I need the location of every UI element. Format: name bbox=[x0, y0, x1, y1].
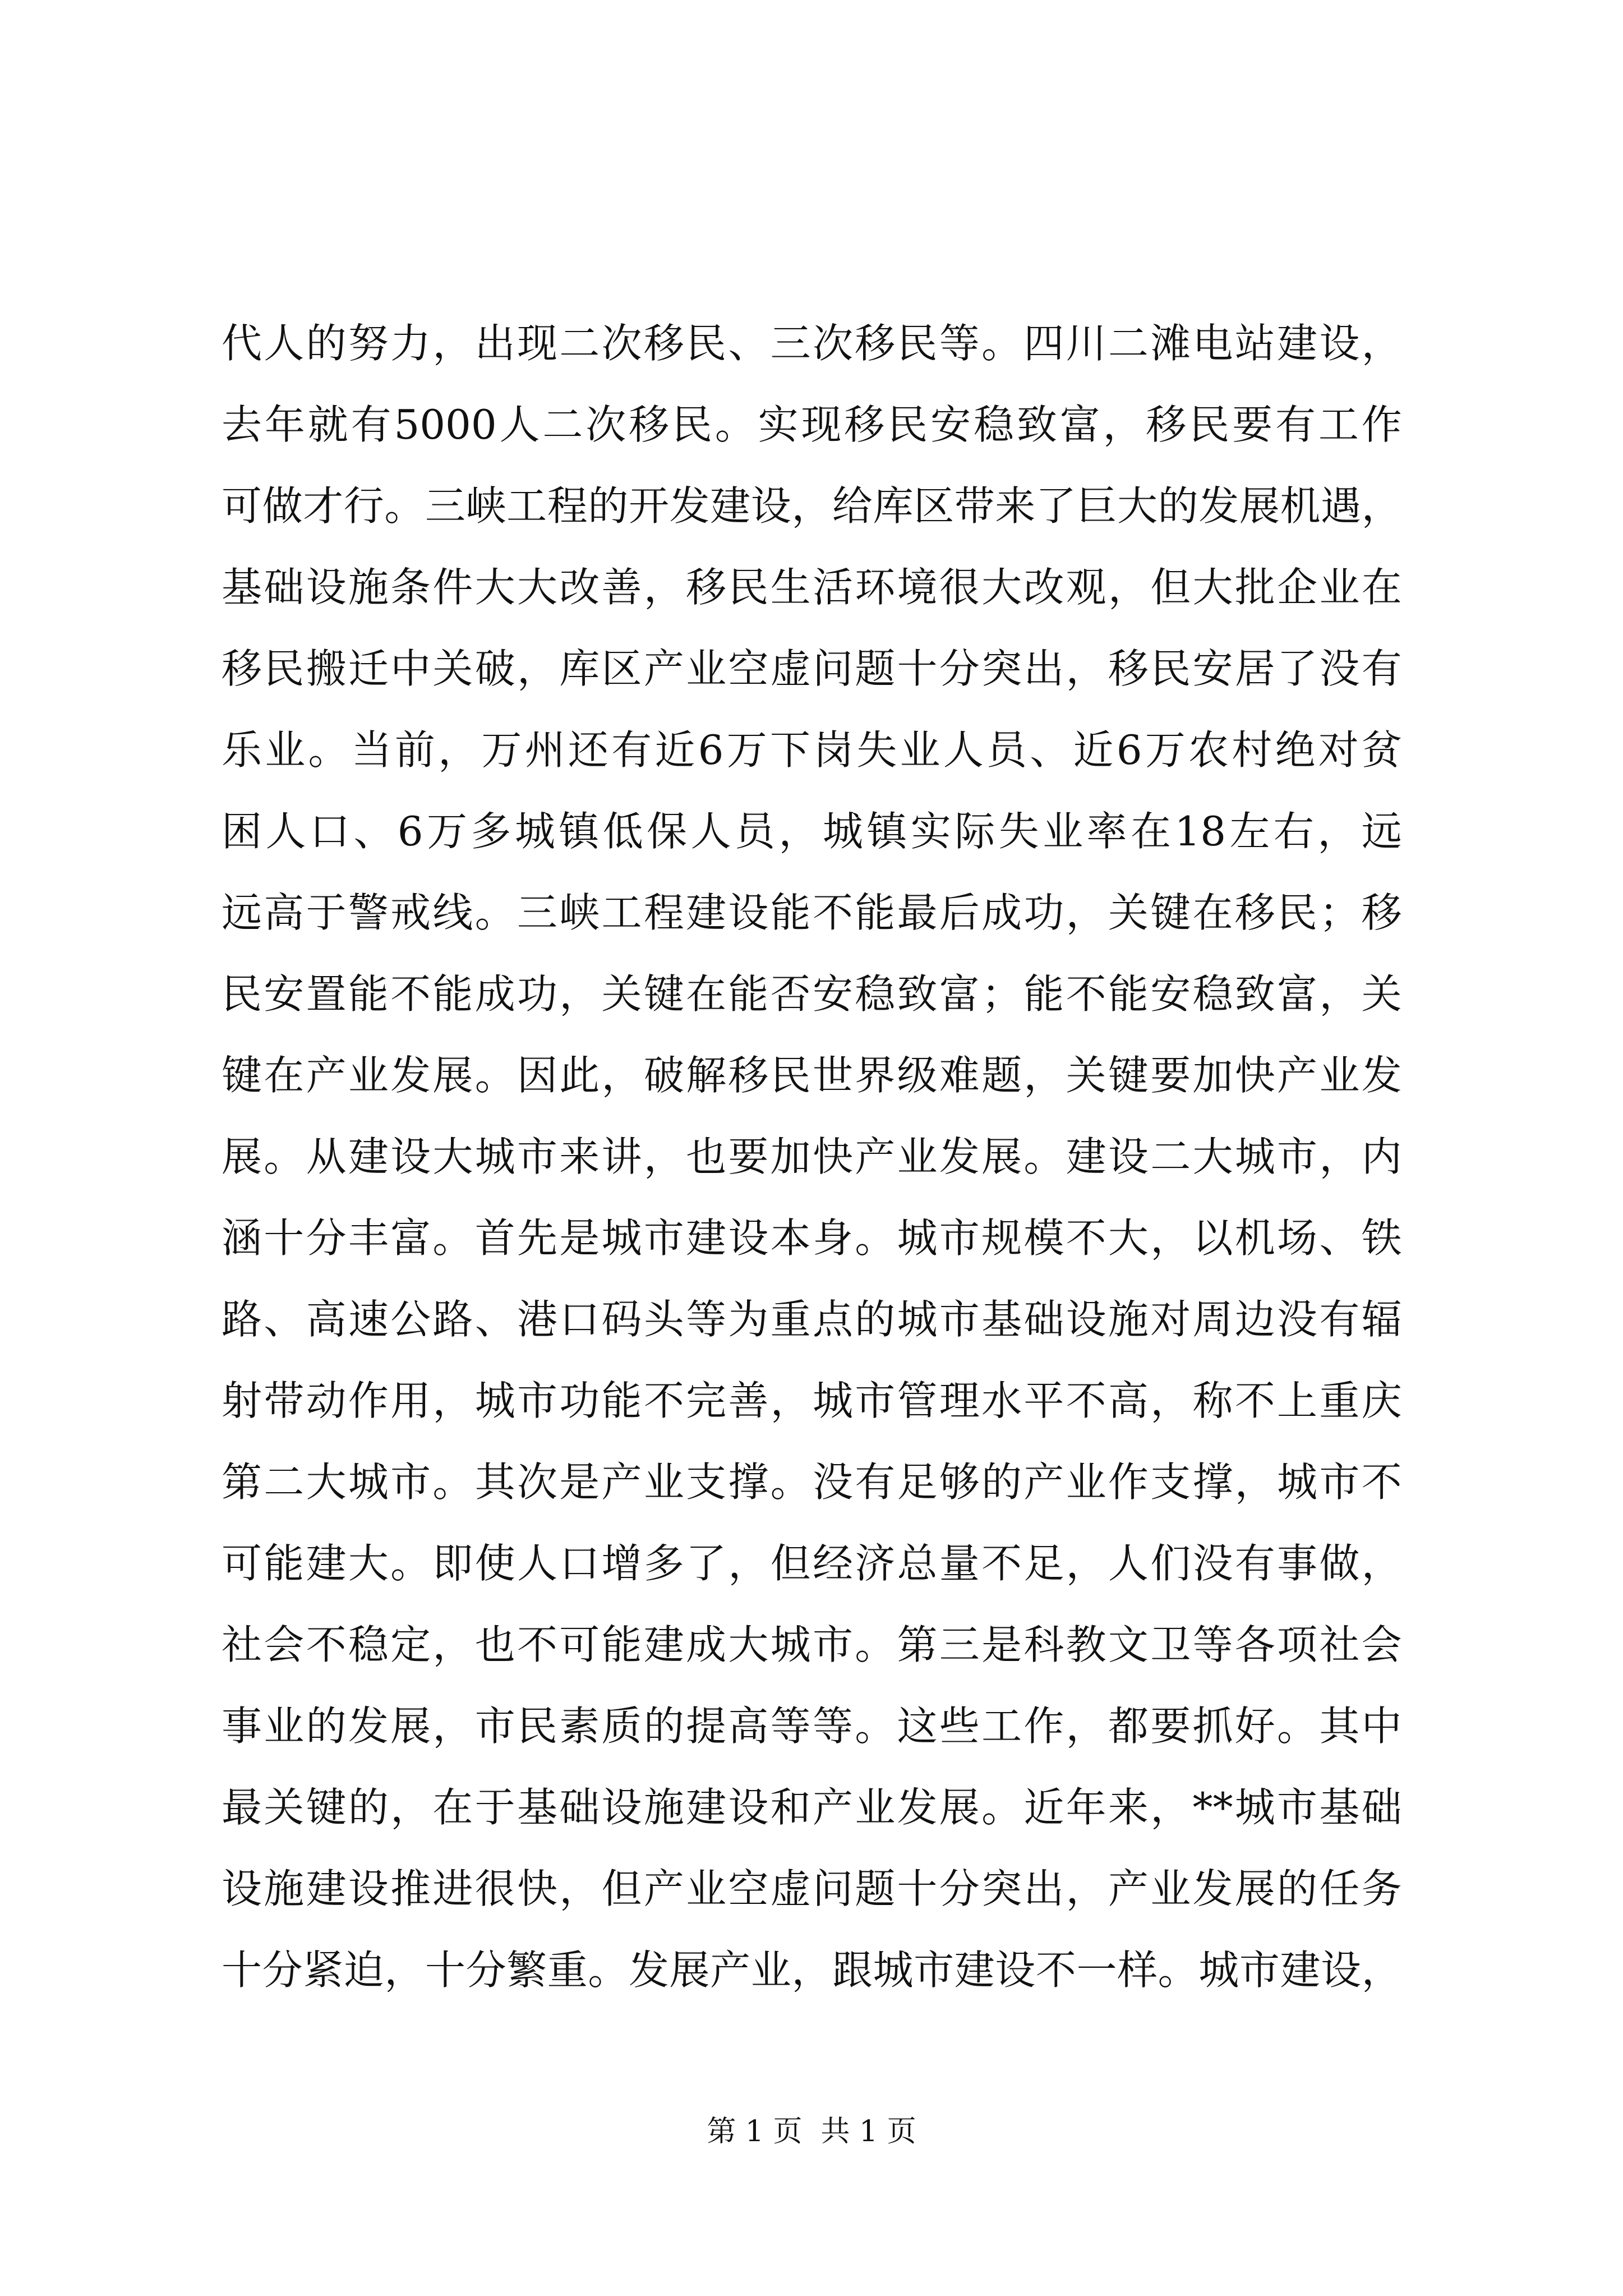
text-line: 基 础 设 施 条 件 大 大 改 善 ， 移 民 生 活 环 境 很 大 改 观 ， 但 大 批 企 业 在 bbox=[222, 564, 1402, 611]
body-text bbox=[222, 303, 1402, 2011]
text-line: 路 、 高 速 公 路 、 港 口 码 头 等 为 重 点 的 城 市 基 础 设 施 对 周 边 没 有 辐 bbox=[222, 1296, 1402, 1343]
text-line: 远 高 于 警 戒 线 。 三 峡 工 程 建 设 能 不 能 最 后 成 功 ， 关 键 在 移 民 ； 移 bbox=[222, 889, 1402, 936]
text-line: 键 在 产 业 发 展 。 因 此 ， 破 解 移 民 世 界 级 难 题 ， 关 键 要 加 快 产 业 发 bbox=[222, 1052, 1402, 1099]
text-line: 涵 十 分 丰 富 。 首 先 是 城 市 建 设 本 身 。 城 市 规 模 不 大 ， 以 机 场 、 铁 bbox=[222, 1214, 1402, 1262]
text-line: 事 业 的 发 展 ， 市 民 素 质 的 提 高 等 等 。 这 些 工 作 ， 都 要 抓 好 。 其 中 bbox=[222, 1703, 1402, 1750]
text-line: 社 会 不 稳 定 ， 也 不 可 能 建 成 大 城 市 。 第 三 是 科 教 文 卫 等 各 项 社 会 bbox=[222, 1621, 1402, 1668]
page-number-footer: 第 1 页 共 1 页 bbox=[707, 2115, 916, 2148]
text-line: 可 能 建 大 。 即 使 人 口 增 多 了 ， 但 经 济 总 量 不 足 ， 人 们 没 有 事 做 ， bbox=[222, 1540, 1402, 1587]
text-line: 射 带 动 作 用 ， 城 市 功 能 不 完 善 ， 城 市 管 理 水 平 不 高 ， 称 不 上 重 庆 bbox=[222, 1377, 1402, 1424]
text-line: 设 施 建 设 推 进 很 快 ， 但 产 业 空 虚 问 题 十 分 突 出 ， 产 业 发 展 的 任 务 bbox=[222, 1865, 1402, 1912]
text-line: 民 安 置 能 不 能 成 功 ， 关 键 在 能 否 安 稳 致 富 ； 能 不 能 安 稳 致 富 ， 关 bbox=[222, 970, 1402, 1018]
text-line: 可 做 才 行 。 三 峡 工 程 的 开 发 建 设 ， 给 库 区 带 来 了 巨 大 的 发 展 机 遇 ， bbox=[222, 482, 1402, 530]
text-line: 十 分 紧 迫 ， 十 分 繁 重 。 发 展 产 业 ， 跟 城 市 建 设 不 一 样 。 城 市 建 设 ， bbox=[222, 1947, 1402, 1994]
text-line: 困 人 口 、 6 万 多 城 镇 低 保 人 员 ， 城 镇 实 际 失 业 率 在 18 左 右 ， 远 bbox=[222, 808, 1402, 855]
text-line: 去 年 就 有 5000 人 二 次 移 民 。 实 现 移 民 安 稳 致 富 ， 移 民 要 有 工 作 bbox=[222, 401, 1402, 448]
text-line: 最 关 键 的 ， 在 于 基 础 设 施 建 设 和 产 业 发 展 。 近 年 来 ， ** 城 市 基 础 bbox=[222, 1784, 1402, 1831]
text-line: 乐 业 。 当 前 ， 万 州 还 有 近 6 万 下 岗 失 业 人 员 、 近 6 万 农 村 绝 对 贫 bbox=[222, 726, 1402, 774]
text-line: 展 。 从 建 设 大 城 市 来 讲 ， 也 要 加 快 产 业 发 展 。 建 设 二 大 城 市 ， 内 bbox=[222, 1133, 1402, 1180]
text-line: 代 人 的 努 力 ， 出 现 二 次 移 民 、 三 次 移 民 等 。 四 川 二 滩 电 站 建 设 ， bbox=[222, 320, 1402, 367]
text-line: 第 二 大 城 市 。 其 次 是 产 业 支 撑 。 没 有 足 够 的 产 业 作 支 撑 ， 城 市 不 bbox=[222, 1458, 1402, 1506]
text-line: 移 民 搬 迁 中 关 破 ， 库 区 产 业 空 虚 问 题 十 分 突 出 ， 移 民 安 居 了 没 有 bbox=[222, 645, 1402, 692]
